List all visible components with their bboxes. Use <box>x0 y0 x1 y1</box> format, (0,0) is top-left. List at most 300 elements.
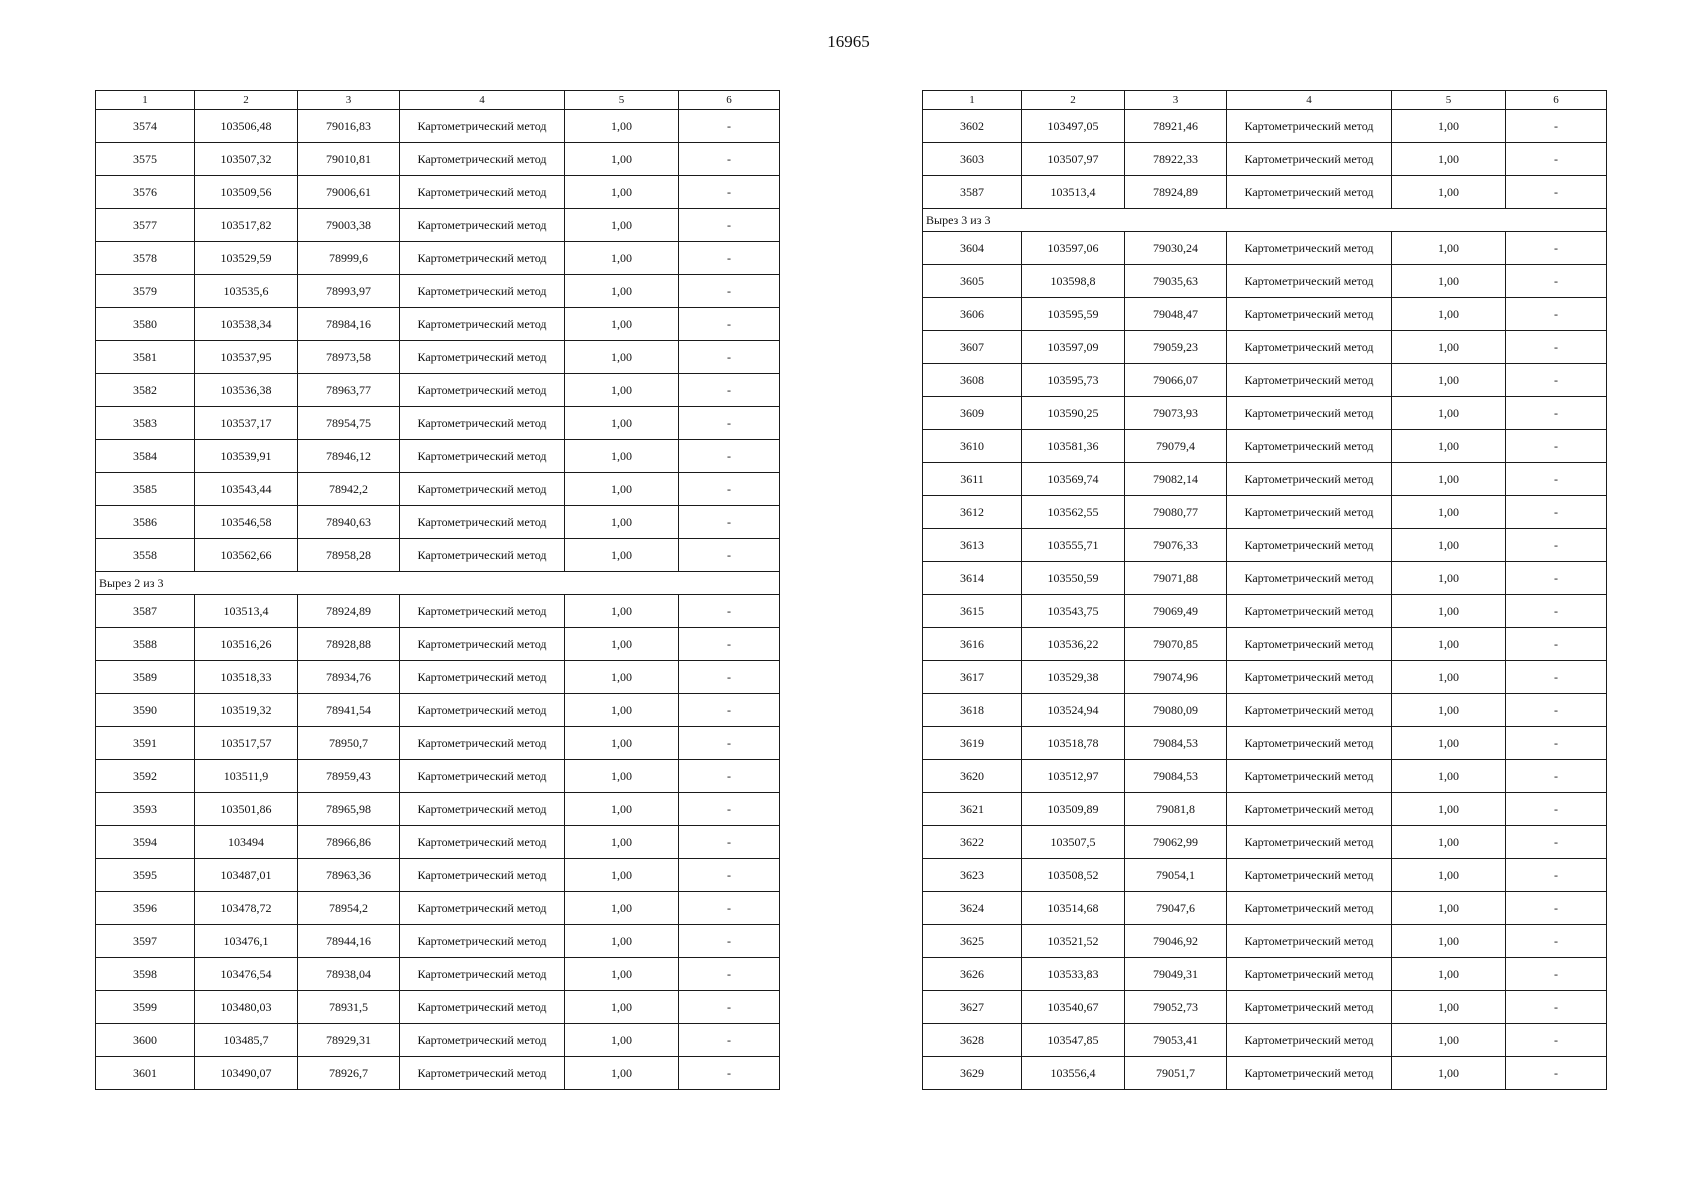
table-row <box>96 440 780 473</box>
note-cell: - <box>1506 397 1607 430</box>
column-header: 3 <box>1125 91 1227 110</box>
note-cell: - <box>1506 529 1607 562</box>
method-cell: Картометрический метод <box>400 925 565 958</box>
y-coordinate-cell: 78942,2 <box>298 473 400 506</box>
point-number-cell: 3615 <box>923 595 1022 628</box>
accuracy-cell: 1,00 <box>1392 463 1506 496</box>
table-row <box>923 925 1607 958</box>
note-cell: - <box>1506 562 1607 595</box>
x-coordinate-cell: 103512,97 <box>1022 760 1125 793</box>
point-number-cell: 3602 <box>923 110 1022 143</box>
note-cell: - <box>1506 176 1607 209</box>
note-cell: - <box>1506 430 1607 463</box>
note-cell: - <box>679 1024 780 1057</box>
method-cell: Картометрический метод <box>400 793 565 826</box>
table-row <box>96 628 780 661</box>
table-row <box>96 341 780 374</box>
y-coordinate-cell: 78924,89 <box>1125 176 1227 209</box>
point-number-cell: 3618 <box>923 694 1022 727</box>
y-coordinate-cell: 78963,36 <box>298 859 400 892</box>
x-coordinate-cell: 103598,8 <box>1022 265 1125 298</box>
x-coordinate-cell: 103507,97 <box>1022 143 1125 176</box>
point-number-cell: 3601 <box>96 1057 195 1090</box>
accuracy-cell: 1,00 <box>565 407 679 440</box>
y-coordinate-cell: 79030,24 <box>1125 232 1227 265</box>
y-coordinate-cell: 79059,23 <box>1125 331 1227 364</box>
x-coordinate-cell: 103478,72 <box>195 892 298 925</box>
method-cell: Картометрический метод <box>400 176 565 209</box>
table-row <box>96 826 780 859</box>
point-number-cell: 3616 <box>923 628 1022 661</box>
method-cell: Картометрический метод <box>1227 760 1392 793</box>
table-row <box>923 661 1607 694</box>
point-number-cell: 3604 <box>923 232 1022 265</box>
point-number-cell: 3592 <box>96 760 195 793</box>
y-coordinate-cell: 79054,1 <box>1125 859 1227 892</box>
table-row <box>923 826 1607 859</box>
note-cell: - <box>679 826 780 859</box>
accuracy-cell: 1,00 <box>565 925 679 958</box>
note-cell: - <box>679 275 780 308</box>
column-header: 5 <box>565 91 679 110</box>
method-cell: Картометрический метод <box>400 473 565 506</box>
x-coordinate-cell: 103535,6 <box>195 275 298 308</box>
accuracy-cell: 1,00 <box>565 440 679 473</box>
y-coordinate-cell: 78973,58 <box>298 341 400 374</box>
table-row <box>923 958 1607 991</box>
y-coordinate-cell: 78924,89 <box>298 595 400 628</box>
table-row <box>923 727 1607 760</box>
point-number-cell: 3591 <box>96 727 195 760</box>
method-cell: Картометрический метод <box>1227 265 1392 298</box>
x-coordinate-cell: 103497,05 <box>1022 110 1125 143</box>
note-cell: - <box>679 727 780 760</box>
section-row <box>923 209 1607 232</box>
method-cell: Картометрический метод <box>400 539 565 572</box>
note-cell: - <box>679 1057 780 1090</box>
accuracy-cell: 1,00 <box>1392 562 1506 595</box>
y-coordinate-cell: 79052,73 <box>1125 991 1227 1024</box>
x-coordinate-cell: 103543,44 <box>195 473 298 506</box>
point-number-cell: 3627 <box>923 991 1022 1024</box>
y-coordinate-cell: 78946,12 <box>298 440 400 473</box>
point-number-cell: 3581 <box>96 341 195 374</box>
accuracy-cell: 1,00 <box>1392 430 1506 463</box>
y-coordinate-cell: 79048,47 <box>1125 298 1227 331</box>
accuracy-cell: 1,00 <box>565 176 679 209</box>
method-cell: Картометрический метод <box>400 1024 565 1057</box>
table-row <box>923 331 1607 364</box>
accuracy-cell: 1,00 <box>1392 793 1506 826</box>
note-cell: - <box>1506 991 1607 1024</box>
point-number-cell: 3574 <box>96 110 195 143</box>
accuracy-cell: 1,00 <box>1392 628 1506 661</box>
x-coordinate-cell: 103543,75 <box>1022 595 1125 628</box>
method-cell: Картометрический метод <box>400 727 565 760</box>
y-coordinate-cell: 78931,5 <box>298 991 400 1024</box>
accuracy-cell: 1,00 <box>565 374 679 407</box>
point-number-cell: 3628 <box>923 1024 1022 1057</box>
table-row <box>923 176 1607 209</box>
x-coordinate-cell: 103476,1 <box>195 925 298 958</box>
point-number-cell: 3609 <box>923 397 1022 430</box>
table-row <box>96 539 780 572</box>
table-row <box>923 1024 1607 1057</box>
note-cell: - <box>679 595 780 628</box>
table-row <box>96 1057 780 1090</box>
method-cell: Картометрический метод <box>400 760 565 793</box>
table-row <box>96 991 780 1024</box>
x-coordinate-cell: 103562,55 <box>1022 496 1125 529</box>
x-coordinate-cell: 103521,52 <box>1022 925 1125 958</box>
x-coordinate-cell: 103476,54 <box>195 958 298 991</box>
method-cell: Картометрический метод <box>400 242 565 275</box>
y-coordinate-cell: 78926,7 <box>298 1057 400 1090</box>
table-row <box>96 143 780 176</box>
table-row <box>923 595 1607 628</box>
x-coordinate-cell: 103514,68 <box>1022 892 1125 925</box>
note-cell: - <box>679 209 780 242</box>
table-row <box>923 760 1607 793</box>
x-coordinate-cell: 103540,67 <box>1022 991 1125 1024</box>
y-coordinate-cell: 78940,63 <box>298 506 400 539</box>
point-number-cell: 3576 <box>96 176 195 209</box>
accuracy-cell: 1,00 <box>565 826 679 859</box>
point-number-cell: 3582 <box>96 374 195 407</box>
section-row <box>96 572 780 595</box>
section-title: Вырез 2 из 3 <box>96 572 780 595</box>
y-coordinate-cell: 79070,85 <box>1125 628 1227 661</box>
point-number-cell: 3589 <box>96 661 195 694</box>
note-cell: - <box>679 628 780 661</box>
y-coordinate-cell: 79081,8 <box>1125 793 1227 826</box>
y-coordinate-cell: 78938,04 <box>298 958 400 991</box>
table-header <box>923 91 1607 110</box>
y-coordinate-cell: 78929,31 <box>298 1024 400 1057</box>
point-number-cell: 3585 <box>96 473 195 506</box>
method-cell: Картометрический метод <box>1227 364 1392 397</box>
method-cell: Картометрический метод <box>1227 991 1392 1024</box>
note-cell: - <box>679 407 780 440</box>
accuracy-cell: 1,00 <box>565 539 679 572</box>
method-cell: Картометрический метод <box>1227 1024 1392 1057</box>
y-coordinate-cell: 78959,43 <box>298 760 400 793</box>
accuracy-cell: 1,00 <box>1392 595 1506 628</box>
accuracy-cell: 1,00 <box>565 991 679 1024</box>
point-number-cell: 3607 <box>923 331 1022 364</box>
y-coordinate-cell: 78944,16 <box>298 925 400 958</box>
accuracy-cell: 1,00 <box>1392 958 1506 991</box>
point-number-cell: 3577 <box>96 209 195 242</box>
accuracy-cell: 1,00 <box>565 473 679 506</box>
point-number-cell: 3621 <box>923 793 1022 826</box>
method-cell: Картометрический метод <box>1227 1057 1392 1090</box>
method-cell: Картометрический метод <box>400 275 565 308</box>
y-coordinate-cell: 79046,92 <box>1125 925 1227 958</box>
x-coordinate-cell: 103518,78 <box>1022 727 1125 760</box>
accuracy-cell: 1,00 <box>1392 826 1506 859</box>
y-coordinate-cell: 78963,77 <box>298 374 400 407</box>
accuracy-cell: 1,00 <box>1392 110 1506 143</box>
y-coordinate-cell: 79010,81 <box>298 143 400 176</box>
table-row <box>96 1024 780 1057</box>
note-cell: - <box>1506 958 1607 991</box>
method-cell: Картометрический метод <box>1227 176 1392 209</box>
y-coordinate-cell: 78966,86 <box>298 826 400 859</box>
note-cell: - <box>679 176 780 209</box>
x-coordinate-cell: 103507,5 <box>1022 826 1125 859</box>
y-coordinate-cell: 79069,49 <box>1125 595 1227 628</box>
method-cell: Картометрический метод <box>1227 232 1392 265</box>
point-number-cell: 3598 <box>96 958 195 991</box>
point-number-cell: 3626 <box>923 958 1022 991</box>
note-cell: - <box>1506 331 1607 364</box>
column-header: 2 <box>1022 91 1125 110</box>
method-cell: Картометрический метод <box>400 110 565 143</box>
point-number-cell: 3583 <box>96 407 195 440</box>
note-cell: - <box>679 958 780 991</box>
point-number-cell: 3590 <box>96 694 195 727</box>
accuracy-cell: 1,00 <box>565 110 679 143</box>
method-cell: Картометрический метод <box>400 859 565 892</box>
method-cell: Картометрический метод <box>1227 430 1392 463</box>
note-cell: - <box>1506 298 1607 331</box>
x-coordinate-cell: 103590,25 <box>1022 397 1125 430</box>
method-cell: Картометрический метод <box>400 506 565 539</box>
accuracy-cell: 1,00 <box>565 694 679 727</box>
x-coordinate-cell: 103517,57 <box>195 727 298 760</box>
note-cell: - <box>679 859 780 892</box>
table-body <box>923 110 1607 1090</box>
method-cell: Картометрический метод <box>400 595 565 628</box>
note-cell: - <box>679 143 780 176</box>
accuracy-cell: 1,00 <box>1392 859 1506 892</box>
table-row <box>923 364 1607 397</box>
y-coordinate-cell: 79076,33 <box>1125 529 1227 562</box>
point-number-cell: 3584 <box>96 440 195 473</box>
note-cell: - <box>1506 496 1607 529</box>
accuracy-cell: 1,00 <box>1392 232 1506 265</box>
x-coordinate-cell: 103539,91 <box>195 440 298 473</box>
accuracy-cell: 1,00 <box>565 892 679 925</box>
accuracy-cell: 1,00 <box>1392 925 1506 958</box>
accuracy-cell: 1,00 <box>565 1024 679 1057</box>
point-number-cell: 3578 <box>96 242 195 275</box>
y-coordinate-cell: 78928,88 <box>298 628 400 661</box>
method-cell: Картометрический метод <box>400 209 565 242</box>
accuracy-cell: 1,00 <box>565 308 679 341</box>
table-row <box>96 727 780 760</box>
x-coordinate-cell: 103485,7 <box>195 1024 298 1057</box>
table-row <box>96 506 780 539</box>
column-header: 4 <box>1227 91 1392 110</box>
y-coordinate-cell: 79079,4 <box>1125 430 1227 463</box>
point-number-cell: 3619 <box>923 727 1022 760</box>
x-coordinate-cell: 103518,33 <box>195 661 298 694</box>
y-coordinate-cell: 79066,07 <box>1125 364 1227 397</box>
table-row <box>96 892 780 925</box>
column-header: 5 <box>1392 91 1506 110</box>
x-coordinate-cell: 103546,58 <box>195 506 298 539</box>
x-coordinate-cell: 103516,26 <box>195 628 298 661</box>
table-row <box>96 793 780 826</box>
accuracy-cell: 1,00 <box>565 143 679 176</box>
section-title: Вырез 3 из 3 <box>923 209 1607 232</box>
y-coordinate-cell: 78999,6 <box>298 242 400 275</box>
method-cell: Картометрический метод <box>1227 110 1392 143</box>
table-row <box>923 793 1607 826</box>
accuracy-cell: 1,00 <box>565 209 679 242</box>
method-cell: Картометрический метод <box>400 1057 565 1090</box>
note-cell: - <box>679 991 780 1024</box>
point-number-cell: 3594 <box>96 826 195 859</box>
y-coordinate-cell: 79035,63 <box>1125 265 1227 298</box>
note-cell: - <box>679 539 780 572</box>
point-number-cell: 3587 <box>96 595 195 628</box>
note-cell: - <box>679 694 780 727</box>
note-cell: - <box>1506 1057 1607 1090</box>
accuracy-cell: 1,00 <box>565 595 679 628</box>
note-cell: - <box>1506 110 1607 143</box>
method-cell: Картометрический метод <box>400 892 565 925</box>
x-coordinate-cell: 103536,22 <box>1022 628 1125 661</box>
y-coordinate-cell: 79084,53 <box>1125 727 1227 760</box>
x-coordinate-cell: 103508,52 <box>1022 859 1125 892</box>
point-number-cell: 3614 <box>923 562 1022 595</box>
coordinates-table-right <box>922 90 1607 1090</box>
table-row <box>96 110 780 143</box>
table-row <box>923 110 1607 143</box>
accuracy-cell: 1,00 <box>1392 760 1506 793</box>
note-cell: - <box>1506 364 1607 397</box>
accuracy-cell: 1,00 <box>1392 694 1506 727</box>
table-row <box>96 176 780 209</box>
note-cell: - <box>1506 727 1607 760</box>
method-cell: Картометрический метод <box>1227 958 1392 991</box>
method-cell: Картометрический метод <box>400 826 565 859</box>
point-number-cell: 3580 <box>96 308 195 341</box>
note-cell: - <box>1506 793 1607 826</box>
point-number-cell: 3605 <box>923 265 1022 298</box>
accuracy-cell: 1,00 <box>1392 298 1506 331</box>
y-coordinate-cell: 78934,76 <box>298 661 400 694</box>
point-number-cell: 3611 <box>923 463 1022 496</box>
point-number-cell: 3579 <box>96 275 195 308</box>
method-cell: Картометрический метод <box>1227 661 1392 694</box>
method-cell: Картометрический метод <box>400 440 565 473</box>
point-number-cell: 3595 <box>96 859 195 892</box>
y-coordinate-cell: 78993,97 <box>298 275 400 308</box>
x-coordinate-cell: 103595,59 <box>1022 298 1125 331</box>
point-number-cell: 3593 <box>96 793 195 826</box>
method-cell: Картометрический метод <box>1227 496 1392 529</box>
table-row <box>96 308 780 341</box>
accuracy-cell: 1,00 <box>565 628 679 661</box>
table-row <box>96 958 780 991</box>
y-coordinate-cell: 79084,53 <box>1125 760 1227 793</box>
table-row <box>96 925 780 958</box>
point-number-cell: 3603 <box>923 143 1022 176</box>
method-cell: Картометрический метод <box>1227 529 1392 562</box>
coordinates-table-left <box>95 90 780 1090</box>
method-cell: Картометрический метод <box>1227 826 1392 859</box>
method-cell: Картометрический метод <box>1227 143 1392 176</box>
method-cell: Картометрический метод <box>1227 892 1392 925</box>
accuracy-cell: 1,00 <box>1392 496 1506 529</box>
table-row <box>96 275 780 308</box>
method-cell: Картометрический метод <box>1227 595 1392 628</box>
accuracy-cell: 1,00 <box>565 793 679 826</box>
accuracy-cell: 1,00 <box>565 958 679 991</box>
y-coordinate-cell: 78922,33 <box>1125 143 1227 176</box>
table-row <box>923 859 1607 892</box>
table-row <box>923 991 1607 1024</box>
note-cell: - <box>679 661 780 694</box>
accuracy-cell: 1,00 <box>1392 1024 1506 1057</box>
table-header <box>96 91 780 110</box>
point-number-cell: 3600 <box>96 1024 195 1057</box>
y-coordinate-cell: 79053,41 <box>1125 1024 1227 1057</box>
note-cell: - <box>1506 232 1607 265</box>
y-coordinate-cell: 78965,98 <box>298 793 400 826</box>
x-coordinate-cell: 103550,59 <box>1022 562 1125 595</box>
note-cell: - <box>1506 892 1607 925</box>
table-row <box>96 209 780 242</box>
accuracy-cell: 1,00 <box>565 661 679 694</box>
point-number-cell: 3629 <box>923 1057 1022 1090</box>
point-number-cell: 3620 <box>923 760 1022 793</box>
point-number-cell: 3625 <box>923 925 1022 958</box>
point-number-cell: 3613 <box>923 529 1022 562</box>
table-row <box>96 595 780 628</box>
accuracy-cell: 1,00 <box>565 506 679 539</box>
x-coordinate-cell: 103517,82 <box>195 209 298 242</box>
note-cell: - <box>679 925 780 958</box>
method-cell: Картометрический метод <box>1227 628 1392 661</box>
note-cell: - <box>679 308 780 341</box>
method-cell: Картометрический метод <box>1227 925 1392 958</box>
note-cell: - <box>1506 859 1607 892</box>
x-coordinate-cell: 103513,4 <box>195 595 298 628</box>
y-coordinate-cell: 78954,75 <box>298 407 400 440</box>
accuracy-cell: 1,00 <box>565 1057 679 1090</box>
column-header: 6 <box>679 91 780 110</box>
y-coordinate-cell: 79082,14 <box>1125 463 1227 496</box>
method-cell: Картометрический метод <box>400 991 565 1024</box>
x-coordinate-cell: 103490,07 <box>195 1057 298 1090</box>
table-row <box>96 374 780 407</box>
note-cell: - <box>679 760 780 793</box>
point-number-cell: 3575 <box>96 143 195 176</box>
note-cell: - <box>1506 760 1607 793</box>
x-coordinate-cell: 103507,32 <box>195 143 298 176</box>
y-coordinate-cell: 78921,46 <box>1125 110 1227 143</box>
y-coordinate-cell: 78941,54 <box>298 694 400 727</box>
point-number-cell: 3597 <box>96 925 195 958</box>
accuracy-cell: 1,00 <box>1392 727 1506 760</box>
column-header: 4 <box>400 91 565 110</box>
x-coordinate-cell: 103519,32 <box>195 694 298 727</box>
note-cell: - <box>679 341 780 374</box>
y-coordinate-cell: 79006,61 <box>298 176 400 209</box>
table-row <box>96 473 780 506</box>
note-cell: - <box>679 473 780 506</box>
accuracy-cell: 1,00 <box>1392 397 1506 430</box>
table-row <box>923 232 1607 265</box>
table-row <box>923 463 1607 496</box>
table-row <box>923 265 1607 298</box>
point-number-cell: 3622 <box>923 826 1022 859</box>
